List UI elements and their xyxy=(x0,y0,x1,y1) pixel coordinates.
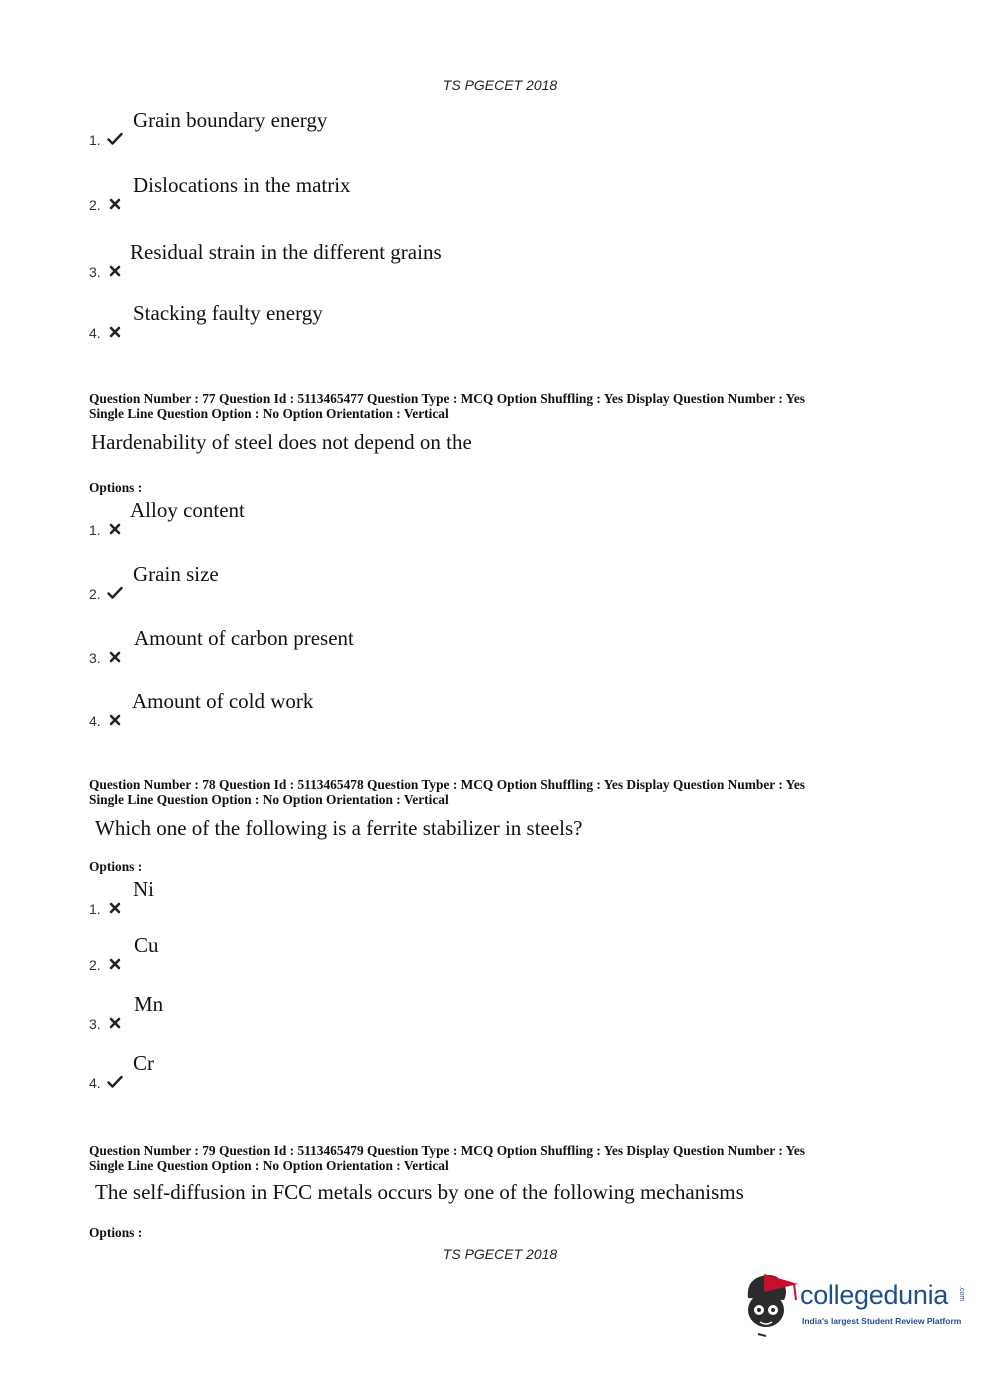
option-number: 3. xyxy=(89,264,101,280)
option-text: Mn xyxy=(134,992,164,1016)
option-text: Dislocations in the matrix xyxy=(133,173,351,197)
check-icon xyxy=(107,1075,123,1089)
option-text: Grain boundary energy xyxy=(133,108,328,132)
question-text: The self-diffusion in FCC metals occurs by one of the following mechanisms xyxy=(95,1180,744,1204)
cross-icon xyxy=(107,713,123,727)
option-number: 4. xyxy=(89,1075,101,1091)
option-text: Stacking faulty energy xyxy=(133,301,323,325)
cross-icon xyxy=(107,1016,123,1030)
question-meta-line1: Question Number : 77 Question Id : 5113465477 Question Type : MCQ Option Shuffling : Yes Display Question Number : Yes xyxy=(89,391,805,406)
question-text: Hardenability of steel does not depend on the xyxy=(91,430,472,454)
option-text: Alloy content xyxy=(130,498,245,522)
option-number: 2. xyxy=(89,586,101,602)
question-meta-line2: Single Line Question Option : No Option Orientation : Vertical xyxy=(89,1158,449,1173)
options-label: Options : xyxy=(89,859,143,874)
question-meta xyxy=(89,1143,805,1173)
option-text: Residual strain in the different grains xyxy=(130,240,442,264)
option-text: Ni xyxy=(133,877,154,901)
page-header: TS PGECET 2018 xyxy=(442,77,558,93)
collegedunia-logo xyxy=(740,1270,970,1340)
question-text: Which one of the following is a ferrite stabilizer in steels? xyxy=(95,816,583,840)
cross-icon xyxy=(107,650,123,664)
options-label: Options : xyxy=(89,1225,143,1240)
question-meta-line2: Single Line Question Option : No Option Orientation : Vertical xyxy=(89,406,449,421)
options-label: Options : xyxy=(89,480,143,495)
check-icon xyxy=(107,132,123,146)
logo-brand-name: collegedunia xyxy=(800,1280,949,1310)
option-number: 4. xyxy=(89,325,101,341)
option-number: 2. xyxy=(89,197,101,213)
option-number: 1. xyxy=(89,132,101,148)
page-footer: TS PGECET 2018 xyxy=(442,1246,558,1262)
option-number: 1. xyxy=(89,901,101,917)
option-number: 2. xyxy=(89,957,101,973)
question-meta xyxy=(89,777,805,807)
option-number: 1. xyxy=(89,522,101,538)
option-number: 3. xyxy=(89,1016,101,1032)
logo-domain-suffix: .com xyxy=(958,1286,965,1302)
logo-tagline: India's largest Student Review Platform xyxy=(802,1316,962,1326)
option-text: Cr xyxy=(133,1051,154,1075)
question-meta xyxy=(89,391,805,421)
cross-icon xyxy=(107,522,123,536)
cross-icon xyxy=(107,901,123,915)
option-number: 4. xyxy=(89,713,101,729)
cross-icon xyxy=(107,325,123,339)
question-meta-line2: Single Line Question Option : No Option Orientation : Vertical xyxy=(89,792,449,807)
mascot-icon xyxy=(740,1270,800,1340)
cross-icon xyxy=(107,197,123,211)
option-text: Amount of cold work xyxy=(132,689,314,713)
option-text: Cu xyxy=(134,933,159,957)
check-icon xyxy=(107,586,123,600)
option-text: Grain size xyxy=(133,562,219,586)
cross-icon xyxy=(107,264,123,278)
cross-icon xyxy=(107,957,123,971)
option-number: 3. xyxy=(89,650,101,666)
question-meta-line1: Question Number : 78 Question Id : 5113465478 Question Type : MCQ Option Shuffling : Yes Display Question Number : Yes xyxy=(89,777,805,792)
option-text: Amount of carbon present xyxy=(134,626,354,650)
question-meta-line1: Question Number : 79 Question Id : 5113465479 Question Type : MCQ Option Shuffling : Yes Display Question Number : Yes xyxy=(89,1143,805,1158)
